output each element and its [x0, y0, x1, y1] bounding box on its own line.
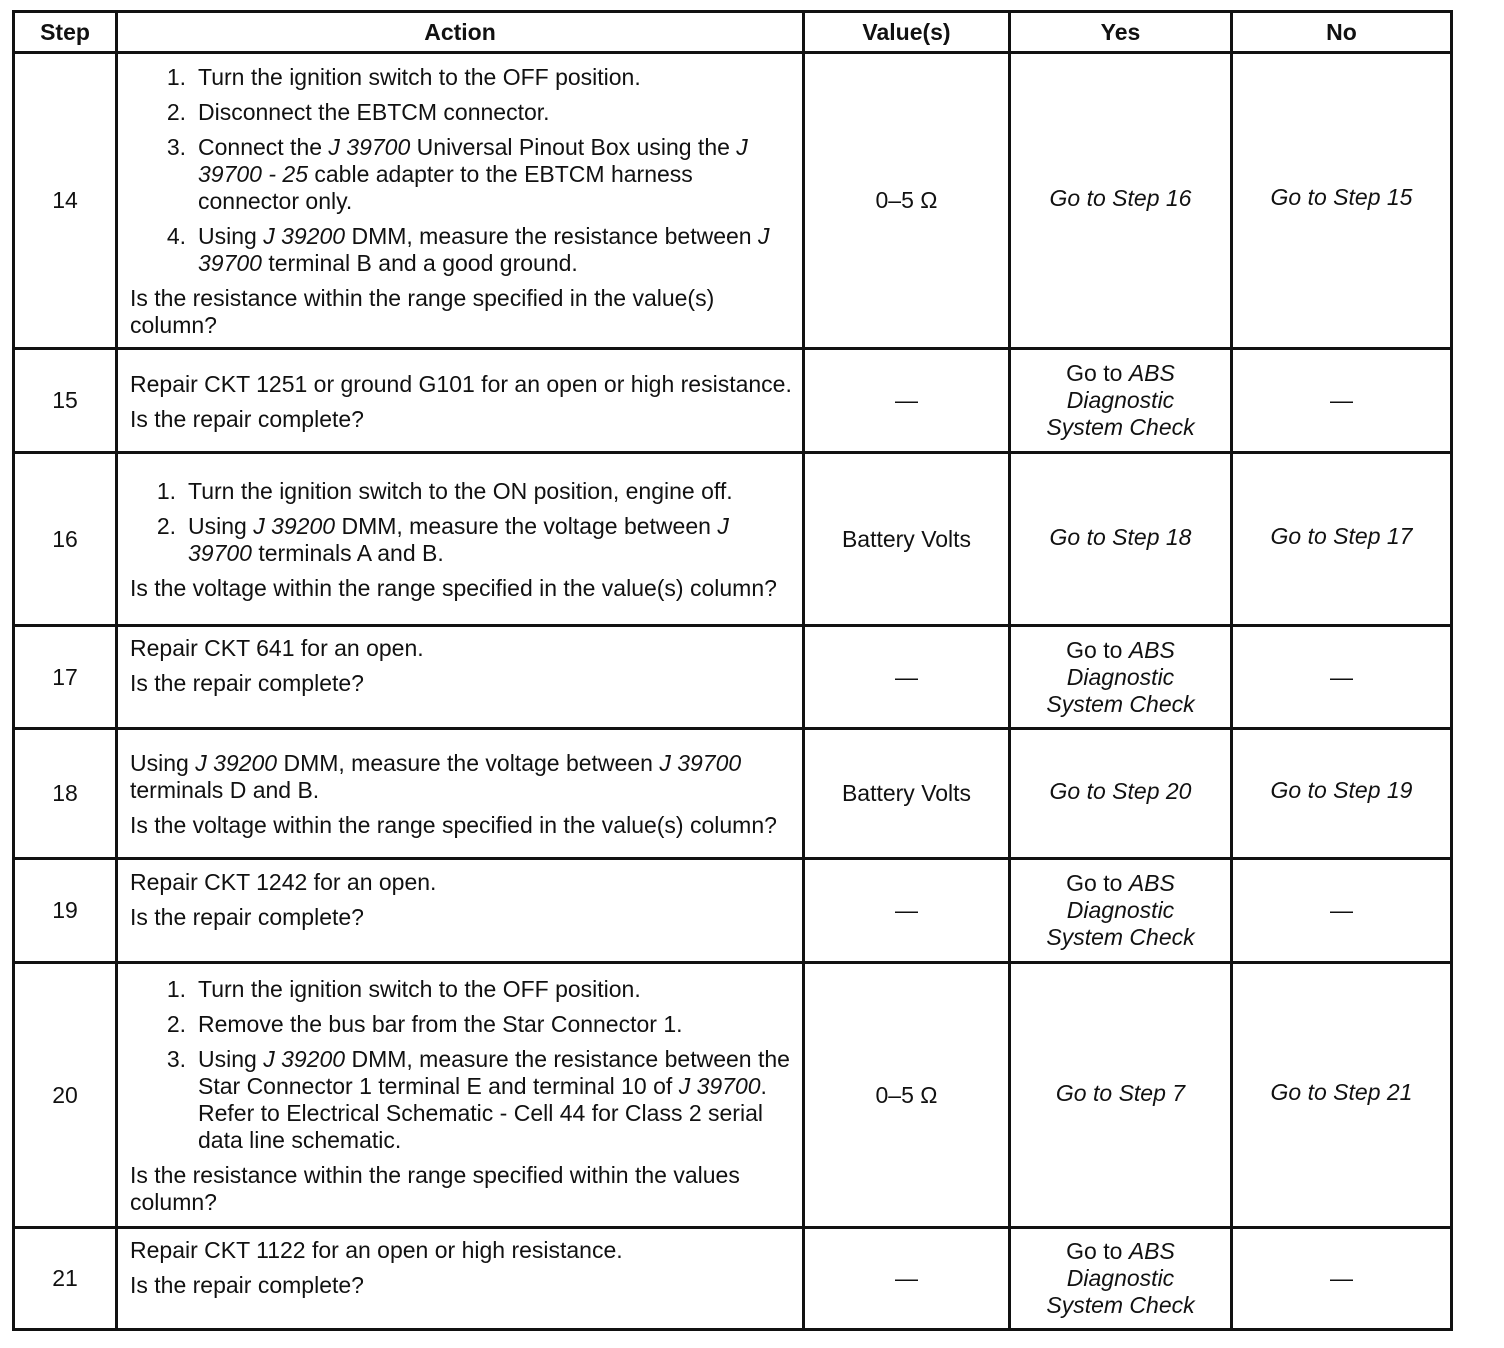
action-question: Is the voltage within the range specified in the value(s) column?: [130, 812, 777, 838]
no-cell: [1232, 453, 1452, 626]
step-num: 2.: [166, 99, 186, 125]
step-text: Remove the bus bar from the Star Connector 1.: [198, 1011, 683, 1037]
value-cell: 0–5 Ω: [804, 963, 1010, 1228]
step-number: 15: [14, 349, 117, 453]
value-cell: —: [804, 349, 1010, 453]
yes-cell: [1010, 963, 1232, 1228]
step-num: 4.: [166, 223, 186, 249]
goto-link: Go to Step 19: [1270, 777, 1413, 803]
table-row: [14, 729, 1452, 859]
no-cell: —: [1232, 626, 1452, 729]
action-question: Is the repair complete?: [130, 1271, 364, 1298]
step-num: 1.: [156, 478, 176, 504]
yes-cell: Go to ABS Diagnostic System Check: [1010, 859, 1232, 963]
yes-cell: Go to ABS Diagnostic System Check: [1010, 349, 1232, 453]
step-num: 1.: [166, 976, 186, 1002]
step-num: 2.: [166, 1011, 186, 1037]
action-question: Is the voltage within the range specified in the value(s) column?: [130, 575, 777, 601]
step-number: 20: [14, 963, 117, 1228]
step-text: Using J 39200 DMM, measure the resistance between the Star Connector 1 terminal E and terminal 10 of J 39700. Refer to Electrical Schematic - Cell 44 for Class 2 serial data line schematic.: [198, 1046, 790, 1153]
step-num: 2.: [156, 513, 176, 539]
value-cell: —: [804, 1228, 1010, 1330]
action-step: [130, 99, 794, 126]
value-cell: Battery Volts: [804, 729, 1010, 859]
action-step: [130, 1046, 794, 1154]
header-action: Action: [117, 12, 804, 53]
step-text: Using J 39200 DMM, measure the voltage between J 39700 terminals A and B.: [188, 513, 729, 566]
yes-cell: Go to ABS Diagnostic System Check: [1010, 626, 1232, 729]
table-row: [14, 963, 1452, 1228]
value-cell: —: [804, 859, 1010, 963]
action-steps: [130, 976, 794, 1154]
table-row: [14, 349, 1452, 453]
no-cell: [1232, 53, 1452, 349]
no-cell: —: [1232, 349, 1452, 453]
action-text: Repair CKT 1242 for an open.: [130, 868, 437, 895]
no-cell: —: [1232, 859, 1452, 963]
action-question: Is the resistance within the range specified in the value(s) column?: [130, 285, 715, 338]
action-cell: [117, 453, 804, 626]
header-yes: Yes: [1010, 12, 1232, 53]
yes-cell: Go to ABS Diagnostic System Check: [1010, 1228, 1232, 1330]
yes-cell: [1010, 453, 1232, 626]
goto-link: Go to Step 20: [1049, 778, 1192, 804]
goto-link: Go to Step 21: [1270, 1078, 1413, 1105]
action-question: Is the repair complete?: [130, 903, 364, 930]
goto-link: Go to Step 18: [1049, 523, 1192, 550]
step-text: Disconnect the EBTCM connector.: [198, 99, 550, 125]
value-cell: —: [804, 626, 1010, 729]
action-cell: [117, 729, 804, 859]
action-text: Using J 39200 DMM, measure the voltage between J 39700 terminals D and B.: [130, 750, 742, 803]
action-step: [130, 223, 794, 277]
step-num: 3.: [166, 134, 186, 160]
goto-link: Go to Step 17: [1270, 522, 1413, 549]
yes-cell: [1010, 53, 1232, 349]
no-cell: [1232, 729, 1452, 859]
action-question: Is the repair complete?: [130, 670, 364, 696]
step-number: 21: [14, 1228, 117, 1330]
table-row: [14, 859, 1452, 963]
action-cell: [117, 859, 804, 963]
step-text: Turn the ignition switch to the ON position, engine off.: [188, 478, 733, 504]
action-steps: [120, 478, 794, 567]
table-row: [14, 453, 1452, 626]
table-row: [14, 626, 1452, 729]
action-step: [120, 478, 794, 505]
step-text: Connect the J 39700 Universal Pinout Box using the J 39700 - 25 cable adapter to the EBTCM harness connector only.: [198, 134, 748, 214]
step-number: 19: [14, 859, 117, 963]
action-question: Is the repair complete?: [130, 405, 364, 432]
step-number: 18: [14, 729, 117, 859]
action-step: [130, 64, 794, 91]
action-text: Repair CKT 1122 for an open or high resistance.: [130, 1236, 623, 1263]
action-step: [120, 513, 794, 567]
action-step: [130, 1011, 794, 1038]
header-row: [14, 12, 1452, 53]
action-cell: [117, 1228, 804, 1330]
yes-cell: [1010, 729, 1232, 859]
step-num: 3.: [166, 1046, 186, 1072]
step-number: 16: [14, 453, 117, 626]
no-cell: —: [1232, 1228, 1452, 1330]
step-number: 14: [14, 53, 117, 349]
header-no: No: [1232, 12, 1452, 53]
goto-link: Go to Step 7: [1055, 1079, 1186, 1106]
step-text: Turn the ignition switch to the OFF position.: [198, 64, 641, 90]
table-row: [14, 1228, 1452, 1330]
no-cell: [1232, 963, 1452, 1228]
step-num: 1.: [166, 64, 186, 90]
step-text: Using J 39200 DMM, measure the resistance between J 39700 terminal B and a good ground.: [198, 223, 770, 276]
action-step: [130, 976, 794, 1003]
action-step: [130, 134, 794, 215]
diagnostic-table: [12, 10, 1453, 1331]
goto-link: Go to Step 15: [1270, 184, 1413, 210]
header-values: Value(s): [804, 12, 1010, 53]
value-cell: Battery Volts: [804, 453, 1010, 626]
goto-link: Go to Step 16: [1049, 185, 1192, 211]
action-question: Is the resistance within the range specified within the values column?: [130, 1162, 740, 1215]
action-steps: [130, 64, 794, 277]
table-row: [14, 53, 1452, 349]
action-cell: [117, 53, 804, 349]
action-text: Repair CKT 1251 or ground G101 for an open or high resistance.: [130, 370, 792, 397]
header-step: Step: [14, 12, 117, 53]
value-cell: 0–5 Ω: [804, 53, 1010, 349]
step-number: 17: [14, 626, 117, 729]
action-cell: [117, 963, 804, 1228]
action-text: Repair CKT 641 for an open.: [130, 635, 424, 661]
action-cell: [117, 626, 804, 729]
step-text: Turn the ignition switch to the OFF position.: [198, 976, 641, 1002]
action-cell: [117, 349, 804, 453]
